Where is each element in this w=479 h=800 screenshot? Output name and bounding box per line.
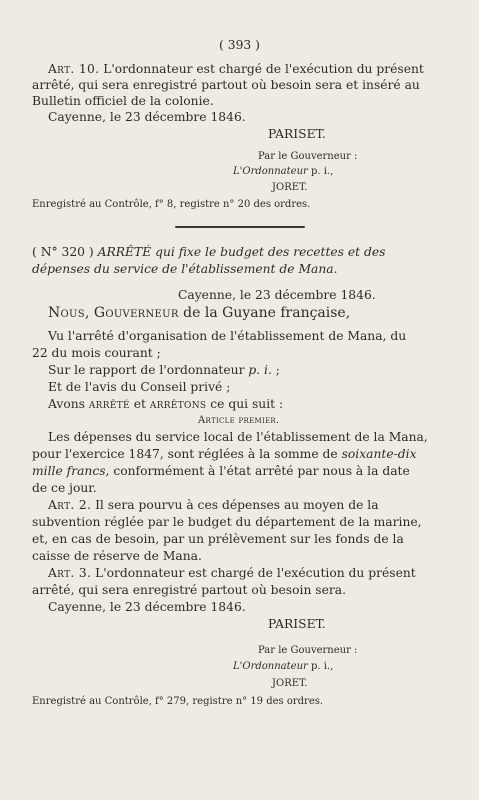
nous-comma: , (84, 305, 94, 321)
arrete-word: arrêté (88, 397, 130, 411)
first-signature: PARISET. (268, 127, 326, 141)
first-date: Cayenne, le 23 décembre 1846. (48, 110, 246, 124)
page-number: ( 393 ) (219, 38, 260, 52)
article1-sum-1: soixante-dix (341, 447, 417, 461)
rapport-pi: p. i. (248, 363, 272, 377)
arrete-title-line-2: dépenses du service de l'établissement de Mana. (32, 262, 338, 276)
art2-line-4: caisse de réserve de Mana. (32, 549, 202, 563)
art3-line-2: arrêté, qui sera enregistré partout où besoin sera. (32, 583, 346, 597)
arrete-title-line-1 (32, 245, 385, 259)
article1-line-1: Les dépenses du service local de l'établissement de la Mana, (48, 430, 428, 444)
second-joret: JORET. (272, 678, 308, 689)
nous-line (48, 305, 350, 321)
vu-line-1: Vu l'arrêté d'organisation de l'établissement de Mana, du (48, 329, 407, 343)
article1-line-2 (32, 447, 417, 461)
art10-line-3: Bulletin officiel de la colonie. (32, 94, 214, 108)
nous-rest: de la Guyane française, (178, 305, 351, 321)
art2-text-1: Il sera pourvu à ces dépenses au moyen de la (91, 498, 379, 512)
art3-line-1 (48, 566, 416, 580)
art3-label: Art. 3. (48, 566, 92, 580)
art10-label: Art. 10. (48, 62, 100, 76)
rapport-text: Sur le rapport de l'ordonnateur (48, 363, 249, 377)
second-enregistre: Enregistré au Contrôle, f° 279, registre n° 19 des ordres. (32, 696, 324, 707)
article1-line-3 (32, 464, 410, 478)
first-par-le-gouverneur: Par le Gouverneur : (258, 151, 358, 162)
avis-line: Et de l'avis du Conseil privé ; (48, 380, 231, 394)
second-par-le-gouverneur: Par le Gouverneur : (258, 645, 358, 656)
second-ordonnateur-title: L'Ordonnateur (233, 661, 308, 672)
art10-line-1 (48, 62, 424, 76)
arretons-word: arrêtons (149, 397, 207, 411)
gouverneur: Gouverneur (93, 305, 179, 321)
rapport-line (48, 363, 280, 377)
avons: Avons (48, 397, 89, 411)
article1-line-4: de ce jour. (32, 481, 97, 495)
art10-text-1: L'ordonnateur est chargé de l'exécution du présent (103, 62, 424, 76)
art3-text-1: L'ordonnateur est chargé de l'exécution du présent (91, 566, 416, 580)
second-signature: PARISET. (268, 617, 326, 631)
rapport-end: ; (271, 363, 280, 377)
art2-label: Art. 2. (48, 498, 92, 512)
section-divider (175, 226, 305, 228)
art10-line-2: arrêté, qui sera enregistré partout où besoin sera et inséré au (32, 78, 420, 92)
first-ordonnateur-pi: p. i., (307, 166, 334, 177)
avons-et: et (129, 397, 150, 411)
avons-end: ce qui suit : (206, 397, 284, 411)
first-enregistre: Enregistré au Contrôle, f° 8, registre n° 20 des ordres. (32, 199, 311, 210)
art2-line-2: subvention réglée par le budget du département de la marine, (32, 515, 422, 529)
first-joret: JORET. (272, 182, 308, 193)
article1-text-2: pour l'exercice 1847, sont réglées à la somme de (32, 447, 342, 461)
second-ordonnateur-pi: p. i., (307, 661, 334, 672)
article1-text-3: , conformément à l'état arrêté par nous à la date (105, 464, 410, 478)
article1-sum-2: mille francs (32, 464, 106, 478)
arrete-title-1: ARRÊTÉ qui fixe le budget des recettes et des (97, 245, 386, 259)
vu-line-2: 22 du mois courant ; (32, 346, 161, 360)
second-ordonnateur (233, 661, 333, 672)
art2-line-3: et, en cas de besoin, par un prélèvement sur les fonds de la (32, 532, 404, 546)
arrete-number: ( N° 320 ) (32, 245, 94, 259)
first-ordonnateur-title: L'Ordonnateur (233, 166, 308, 177)
arrete-date: Cayenne, le 23 décembre 1846. (178, 288, 376, 302)
first-ordonnateur (233, 166, 333, 177)
avons-line (48, 397, 283, 411)
second-date: Cayenne, le 23 décembre 1846. (48, 600, 246, 614)
article-premier-heading: Article premier. (198, 415, 280, 426)
nous: Nous (48, 305, 85, 321)
art2-line-1 (48, 498, 379, 512)
